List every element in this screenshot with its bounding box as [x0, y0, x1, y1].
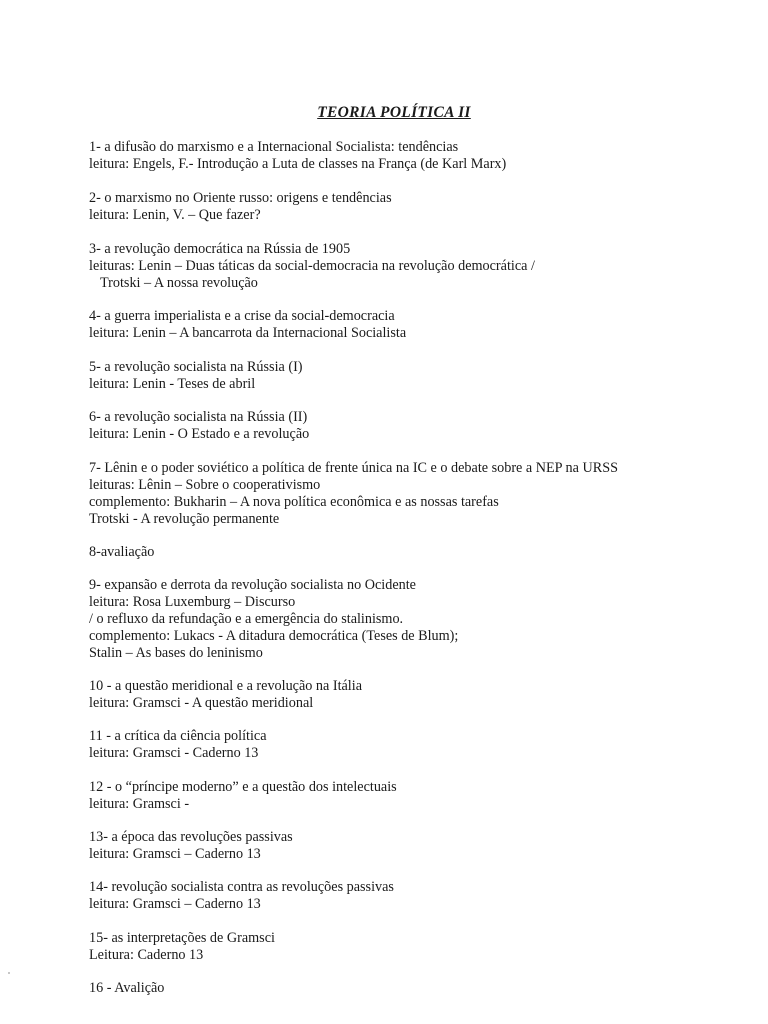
topic-11-reading: leitura: Gramsci - Caderno 13: [89, 745, 259, 761]
topic-2-heading: 2- o marxismo no Oriente russo: origens e tendências: [89, 190, 392, 206]
topic-9-heading: 9- expansão e derrota da revolução socialista no Ocidente: [89, 577, 416, 593]
topic-1-reading: leitura: Engels, F.- Introdução a Luta de classes na França (de Karl Marx): [89, 156, 507, 172]
topic-4-heading: 4- a guerra imperialista e a crise da social-democracia: [89, 308, 395, 324]
topic-3-reading: leituras: Lenin – Duas táticas da social-democracia na revolução democrática /: [89, 258, 535, 274]
topic-7-reading: leituras: Lênin – Sobre o cooperativismo: [89, 477, 321, 493]
topic-16-heading: 16 - Avalição: [89, 980, 165, 996]
topic-14-heading: 14- revolução socialista contra as revoluções passivas: [89, 879, 394, 895]
topic-15-heading: 15- as interpretações de Gramsci: [89, 930, 275, 946]
topic-4-reading: leitura: Lenin – A bancarrota da Internacional Socialista: [89, 325, 407, 341]
document-title: TEORIA POLÍTICA II: [317, 104, 471, 121]
topic-8-heading: 8-avaliação: [89, 544, 155, 560]
topic-9-reading: leitura: Rosa Luxemburg – Discurso: [89, 594, 296, 610]
topic-12-reading: leitura: Gramsci -: [89, 796, 190, 812]
topic-12-heading: 12 - o “príncipe moderno” e a questão dos intelectuais: [89, 779, 397, 795]
topic-2-reading: leitura: Lenin, V. – Que fazer?: [89, 207, 261, 223]
topic-15-reading: Leitura: Caderno 13: [89, 947, 204, 963]
topic-1-heading: 1- a difusão do marxismo e a Internacional Socialista: tendências: [89, 139, 459, 155]
topic-3-reading-continued: Trotski – A nossa revolução: [100, 275, 258, 291]
topic-6-heading: 6- a revolução socialista na Rússia (II): [89, 409, 308, 425]
topic-10-heading: 10 - a questão meridional e a revolução na Itália: [89, 678, 362, 694]
topic-3-heading: 3- a revolução democrática na Rússia de 1905: [89, 241, 351, 257]
topic-11-heading: 11 - a crítica da ciência política: [89, 728, 267, 744]
topic-7-complement: complemento: Bukharin – A nova política econômica e as nossas tarefas: [89, 494, 499, 510]
topic-9-complement: complemento: Lukacs - A ditadura democrática (Teses de Blum);: [89, 628, 459, 644]
topic-13-reading: leitura: Gramsci – Caderno 13: [89, 846, 261, 862]
topic-14-reading: leitura: Gramsci – Caderno 13: [89, 896, 261, 912]
topic-13-heading: 13- a época das revoluções passivas: [89, 829, 293, 845]
topic-6-reading: leitura: Lenin - O Estado e a revolução: [89, 426, 310, 442]
topic-9-complement-continued: Stalin – As bases do leninismo: [89, 645, 263, 661]
topic-9-subtopic: / o refluxo da refundação e a emergência do stalinismo.: [89, 611, 404, 627]
topic-5-reading: leitura: Lenin - Teses de abril: [89, 376, 256, 392]
topic-5-heading: 5- a revolução socialista na Rússia (I): [89, 359, 303, 375]
scan-speck: [8, 972, 10, 974]
topic-7-complement-continued: Trotski - A revolução permanente: [89, 511, 280, 527]
topic-7-heading: 7- Lênin e o poder soviético a política de frente única na IC e o debate sobre a NEP na URSS: [89, 460, 618, 476]
topic-10-reading: leitura: Gramsci - A questão meridional: [89, 695, 314, 711]
